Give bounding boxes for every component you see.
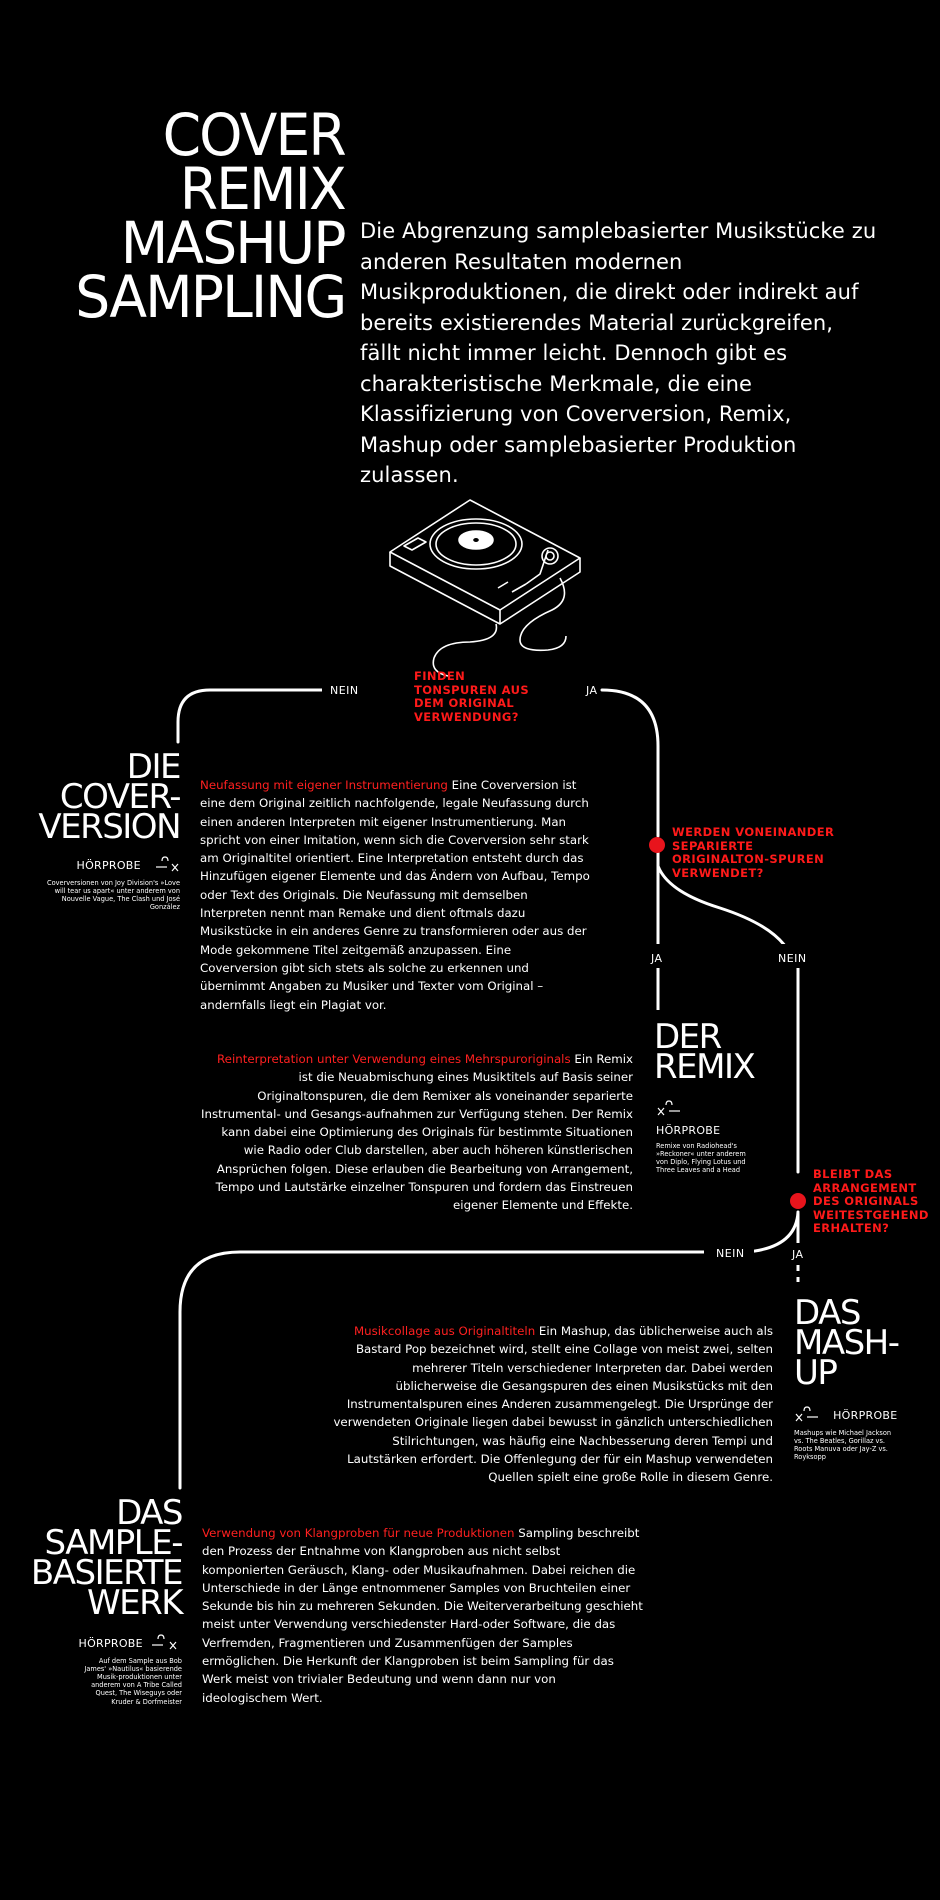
title-line-sampling: SAMPLING [74,263,345,331]
cover-title-line: COVER- [59,777,180,817]
question-3: BLEIBT DAS ARRANGEMENT DES ORIGINALS WEITESTGEHEND ERHALTEN? [813,1167,929,1235]
q3-yes-label: JA [792,1248,804,1261]
line-q1-no [178,690,322,742]
sampling-title [10,1493,182,1623]
cover-text [200,776,590,1014]
sampling-sample[interactable] [76,1632,182,1706]
question-1: FINDEN TONSPUREN AUS DEM ORIGINAL VERWENDUNG? [414,669,530,724]
q1-yes-label: JA [586,684,598,697]
intro-paragraph: Die Abgrenzung samplebasierter Musikstücke zu anderen Resultaten modernen Musikproduktionen, die direkt oder indirekt auf bereits existierendes Material zurückgreifen, fällt nicht immer leicht. Dennoch gibt es charakteristische Merkmale, die eine Klassifizierung von Coverversion, Remix, Mashup oder samplebasierter Produktion zulassen. [360,219,877,487]
q1-no-label: NEIN [330,684,359,697]
line-q1-yes [602,690,658,836]
cover-body: Eine Coverversion ist eine dem Original zeitlich nachfolgende, legale Neufassung durch einen anderen Interpreten mit eigener Instrumentierung. Man spricht von einer Imitation, wenn sich die Coverversion sehr stark am Originaltitel orientiert. Eine Interpretation entsteht durch das Hinzufügen eigener Elemente und das Ändern von Aufbau, Tempo oder Text des Originals. Die Neufassung mit demselben Interpreten nennt man Remake und dient oftmals dazu Musikstücke in ein anderes Genre zu transformieren oder aus der Mode gekommene Titel zeitgemäß anzupassen. Eine Coverversion gibt sich stets als solche zu erkennen und übernimmt Angaben zu Musiker und Texter vom Original – andernfalls liegt ein Plagiat vor. [200,778,590,1012]
q3-no-label: NEIN [716,1247,745,1260]
sampling-title-line: BASIERTE [30,1553,182,1593]
cover-sample-note: Coverversionen von Joy Division's »Love will tear us apart« unter anderem von Nouvelle Vague, The Clash und José González [46,878,180,912]
sampling-sample-label: HÖRPROBE [78,1637,143,1650]
sampling-text [202,1524,644,1707]
mashup-title-line: DAS [794,1293,860,1333]
cover-title-line: DIE [126,747,180,787]
headphone-play-icon[interactable] [146,855,180,875]
title-line-cover: COVER [162,101,345,169]
cover-highlight: Neufassung mit eigener Instrumentierung [200,778,448,792]
mashup-title-line: UP [794,1353,837,1393]
remix-body: Ein Remix ist die Neuabmischung eines Musiktitels auf Basis seiner Originaltonspuren, die dem Remixer als voneinander separierte Instrumental- und Gesangs-aufnahmen zur Verfügung stehen. Der Remix kann dabei eine Optimierung des Originals für bestimmte Situationen wie Radio oder Club darstellen, aber auch höheren künstlerischen Ansprüchen folgen. Diese erlauben die Bearbeitung von Arrangement, Tempo und Lautstärke einzelner Tonspuren und fordern das Einstreuen eigener Elemente und Effekte. [201,1052,633,1213]
mashup-text [330,1322,773,1487]
headphone-play-icon[interactable] [794,1405,828,1425]
remix-title-line: REMIX [654,1047,755,1087]
mashup-sample-note: Mashups wie Michael Jackson vs. The Beatles, Gorillaz vs. Roots Manuva oder Jay-Z vs. Royksopp [794,1428,892,1462]
mashup-sample[interactable] [794,1404,900,1461]
title-line-mashup: MASHUP [121,209,345,277]
sampling-title-line: DAS [116,1493,182,1533]
remix-sample-note: Remixe von Radiohead's »Reckoner« unter anderem von Diplo, Flying Lotus und Three Leaves and a Head [656,1141,746,1175]
q2-yes-label: JA [651,952,663,965]
q2-no-label: NEIN [778,952,807,965]
cover-title [20,747,180,847]
remix-sample-label: HÖRPROBE [656,1123,721,1137]
remix-text [200,1050,633,1215]
line-q2-no-curve [658,866,794,966]
remix-title-line: DER [654,1017,721,1057]
mashup-highlight: Musikcollage aus Originaltiteln [353,1324,536,1338]
remix-title [654,1017,794,1087]
cover-title-line: VERSION [38,807,180,847]
question-2: WERDEN VONEINANDER SEPARIERTE ORIGINALTON-SPUREN VERWENDET? [672,825,835,880]
mashup-title-line: MASH- [794,1323,899,1363]
turntable-icon [390,500,580,676]
headphone-play-icon[interactable] [656,1099,690,1119]
mashup-body: Ein Mashup, das üblicherweise auch als Bastard Pop bezeichnet wird, stellt eine Collage von meist zwei, selten mehrerer Titeln verschiedener Interpreten dar. Dabei werden üblicherweise die Gesangspuren des einen Musikstücks mit den Instrumentalspuren eines Anderen zusammengelegt. Die Ursprünge der verwendeten Originale liegen dabei bewusst in gänzlich unterschiedlichen Stilrichtungen, was häufig eine Nachbesserung deren Tempi und Lautstärken erfordert. Die Offenlegung der für ein Mashup verwendeten Quellen spielt eine große Rolle in diesem Genre. [333,1324,773,1485]
sampling-title-line: WERK [86,1583,182,1623]
sampling-sample-note: Auf dem Sample aus Bob James' »Nautilus« basierende Musik-produktionen unter anderem von A Tribe Called Quest, The Wiseguys oder Kruder & Dorfmeister [84,1656,182,1706]
title-line-remix: REMIX [179,155,345,223]
mashup-title [794,1293,914,1393]
sampling-body: Sampling beschreibt den Prozess der Entnahme von Klangproben aus nicht selbst komponierten Geräusch, Klang- oder Musikaufnahmen. Dabei reichen die Unterschiede in der Länge entnommener Samples von Bruchteilen einer Sekunde bis hin zu mehreren Sekunden. Die Weiterverarbeitung geschieht meist unter Verwendung verschiedenster Hard-oder Software, die das Verfremden, Fragmentieren und Zusammenfügen der Samples ermöglichen. Die Herkunft der Klangproben ist beim Sampling für das Werk meist von trivialer Bedeutung und wenn dann nur von ideologischem Wert. [202,1526,643,1705]
cover-sample[interactable] [40,854,180,911]
headphone-play-icon[interactable] [148,1633,182,1653]
decision-dot-q2 [649,837,665,853]
remix-sample[interactable] [656,1098,756,1174]
remix-highlight: Reinterpretation unter Verwendung eines Mehrspuroriginals [217,1052,571,1066]
mashup-sample-label: HÖRPROBE [833,1409,898,1422]
cover-sample-label: HÖRPROBE [76,859,141,872]
sampling-highlight: Verwendung von Klangproben für neue Produktionen [202,1526,515,1540]
decision-dot-q3 [790,1193,806,1209]
sampling-title-line: SAMPLE- [44,1523,182,1563]
